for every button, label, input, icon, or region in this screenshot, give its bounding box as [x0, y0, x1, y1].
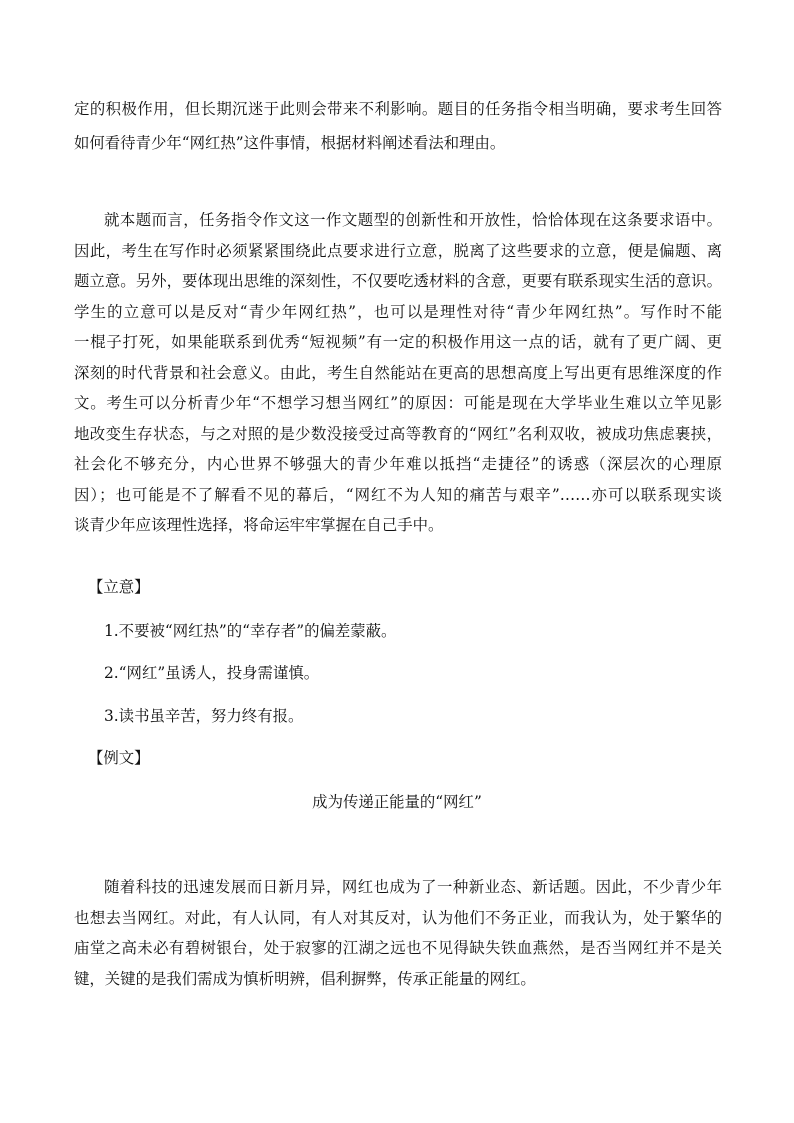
intro-paragraph — [74, 94, 722, 158]
essay-title: 成为传递正能量的“网红” — [312, 793, 482, 811]
text-line: 地改变生存状态，与之对照的是少数没接受过高等教育的“网红”名利双收，被成功焦虑裹挟， — [74, 424, 722, 443]
essay-paragraph — [74, 872, 722, 994]
text-line: 谈青少年应该理性选择，将命运牢牢掌握在自己手中。 — [74, 516, 444, 534]
text-line: 学生的立意可以是反对“青少年网红热”，也可以是理性对待“青少年网红热”。写作时不能 — [74, 302, 722, 321]
text-line: 因此，考生在写作时必须紧紧围绕此点要求进行立意，脱离了这些要求的立意，便是偏题、离 — [74, 241, 722, 260]
text-line: 就本题而言，任务指令作文这一作文题型的创新性和开放性，恰恰体现在这条要求语中。 — [104, 211, 722, 229]
text-line: 如何看待青少年“网红热”这件事情，根据材料阐述看法和理由。 — [74, 133, 506, 152]
point-item: 3.读书虽辛苦，努力终有报。 — [104, 707, 304, 725]
text-line: 随着科技的迅速发展而日新月异，网红也成为了一种新业态、新话题。因此，不少青少年 — [104, 878, 722, 896]
point-item: 1.不要被“网红热”的“幸存者”的偏差蒙蔽。 — [104, 622, 397, 640]
text-line: 键，关键的是我们需成为慎析明辨，倡利摒弊，传承正能量的网红。 — [74, 969, 536, 988]
text-line: 文。考生可以分析青少年“不想学习想当网红”的原因：可能是现在大学毕业生难以立竿见影 — [74, 394, 722, 412]
text-line: 也想去当网红。对此，有人认同，有人对其反对，认为他们不务正业，而我认为，处于繁华的 — [74, 908, 722, 927]
text-line: 一棍子打死，如果能联系到优秀“短视频”有一定的积极作用这一点的话，就有了更广阔、更 — [74, 333, 722, 351]
text-line: 定的积极作用，但长期沉迷于此则会带来不利影响。题目的任务指令相当明确，要求考生回答 — [74, 100, 722, 118]
text-line: 题立意。另外，要体现出思维的深刻性，不仅要吃透材料的含意，更要有联系现实生活的意识。 — [74, 272, 722, 290]
text-line: 庙堂之高未必有碧树银台，处于寂寥的江湖之远也不见得缺失铁血燕然，是否当网红并不是关 — [74, 939, 722, 957]
point-item: 2.“网红”虽诱人，投身需谨慎。 — [104, 664, 320, 682]
text-line: 因）；也可能是不了解看不见的幕后，“网红不为人知的痛苦与艰辛”……亦可以联系现实谈 — [74, 485, 722, 504]
section-heading-lyi: 【立意】 — [88, 578, 150, 596]
section-heading-example: 【例文】 — [88, 749, 150, 767]
text-line: 社会化不够充分，内心世界不够强大的青少年难以抵挡“走捷径”的诱惑（深层次的心理原 — [74, 455, 722, 473]
analysis-paragraph — [74, 205, 722, 541]
text-line: 深刻的时代背景和社会意义。由此，考生自然能站在更高的思想高度上写出更有思维深度的作 — [74, 363, 722, 382]
